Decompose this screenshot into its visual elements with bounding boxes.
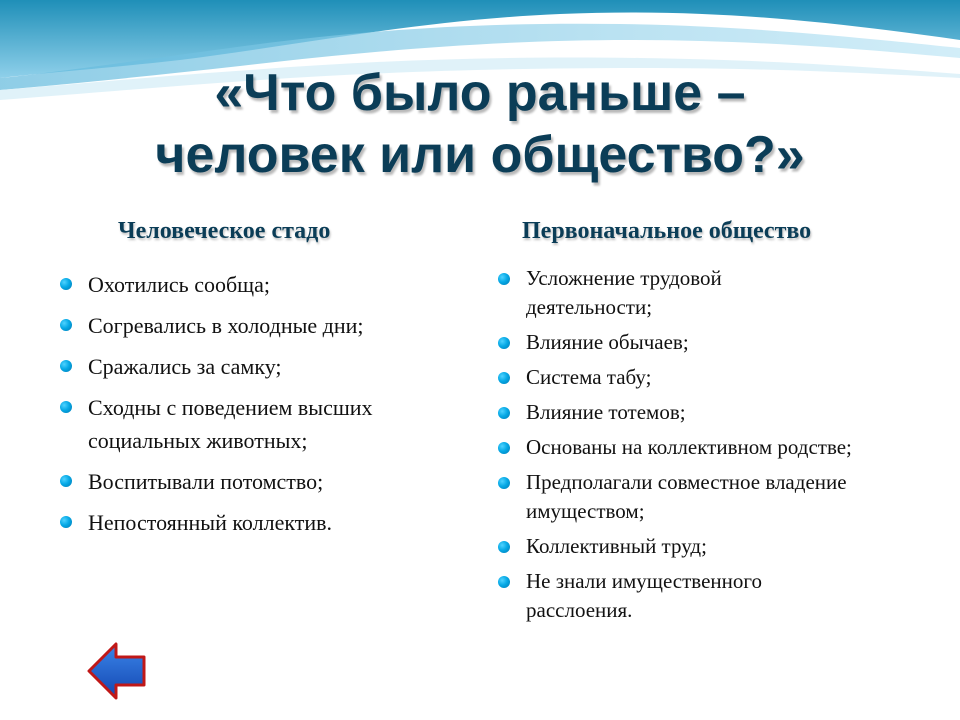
back-arrow-icon[interactable] (86, 640, 148, 702)
list-item (498, 433, 876, 462)
title-line-1: «Что было раньше – (214, 64, 746, 122)
list-item (498, 532, 898, 561)
left-column-heading: Человеческое стадо (118, 218, 331, 244)
list-item (60, 391, 388, 457)
list-item (498, 328, 898, 357)
bullet-dot-icon (60, 401, 72, 413)
list-item-text: Предполагали совместное владение имуществом; (526, 470, 847, 523)
list-item-text: Воспитывали потомство; (88, 469, 324, 494)
list-item-text: Согревались в холодные дни; (88, 313, 364, 338)
list-item-text: Сражались за самку; (88, 354, 282, 379)
list-item (498, 567, 856, 625)
list-item-text: Система табу; (526, 365, 652, 389)
list-item-text: Коллективный труд; (526, 534, 707, 558)
title-line-2: человек или общество?» (155, 126, 805, 184)
bullet-dot-icon (498, 442, 510, 454)
list-item-text: Усложнение трудовой деятельности; (526, 266, 722, 319)
bullet-dot-icon (498, 372, 510, 384)
list-item (498, 468, 856, 526)
list-item (60, 268, 460, 301)
bullet-dot-icon (498, 407, 510, 419)
list-item-text: Основаны на коллективном родстве; (526, 435, 852, 459)
bullet-dot-icon (498, 541, 510, 553)
list-item (498, 363, 898, 392)
list-item (498, 264, 806, 322)
list-item-text: Влияние обычаев; (526, 330, 689, 354)
bullet-dot-icon (60, 360, 72, 372)
list-item (60, 465, 460, 498)
list-item-text: Не знали имущественного расслоения. (526, 569, 762, 622)
bullet-dot-icon (60, 319, 72, 331)
list-item (498, 398, 898, 427)
list-item-text: Влияние тотемов; (526, 400, 686, 424)
list-item (60, 506, 460, 539)
bullet-dot-icon (60, 475, 72, 487)
list-item (60, 309, 460, 342)
right-bullet-list (498, 264, 898, 631)
slide-title (0, 62, 960, 186)
bullet-dot-icon (498, 477, 510, 489)
left-bullet-list (60, 268, 460, 547)
bullet-dot-icon (498, 576, 510, 588)
bullet-dot-icon (498, 273, 510, 285)
bullet-dot-icon (60, 516, 72, 528)
list-item-text: Непостоянный коллектив. (88, 510, 333, 535)
right-column-heading: Первоначальное общество (522, 218, 812, 244)
list-item-text: Сходны с поведением высших социальных животных; (88, 395, 373, 453)
list-item (60, 350, 460, 383)
bullet-dot-icon (60, 278, 72, 290)
bullet-dot-icon (498, 337, 510, 349)
list-item-text: Охотились сообща; (88, 272, 270, 297)
